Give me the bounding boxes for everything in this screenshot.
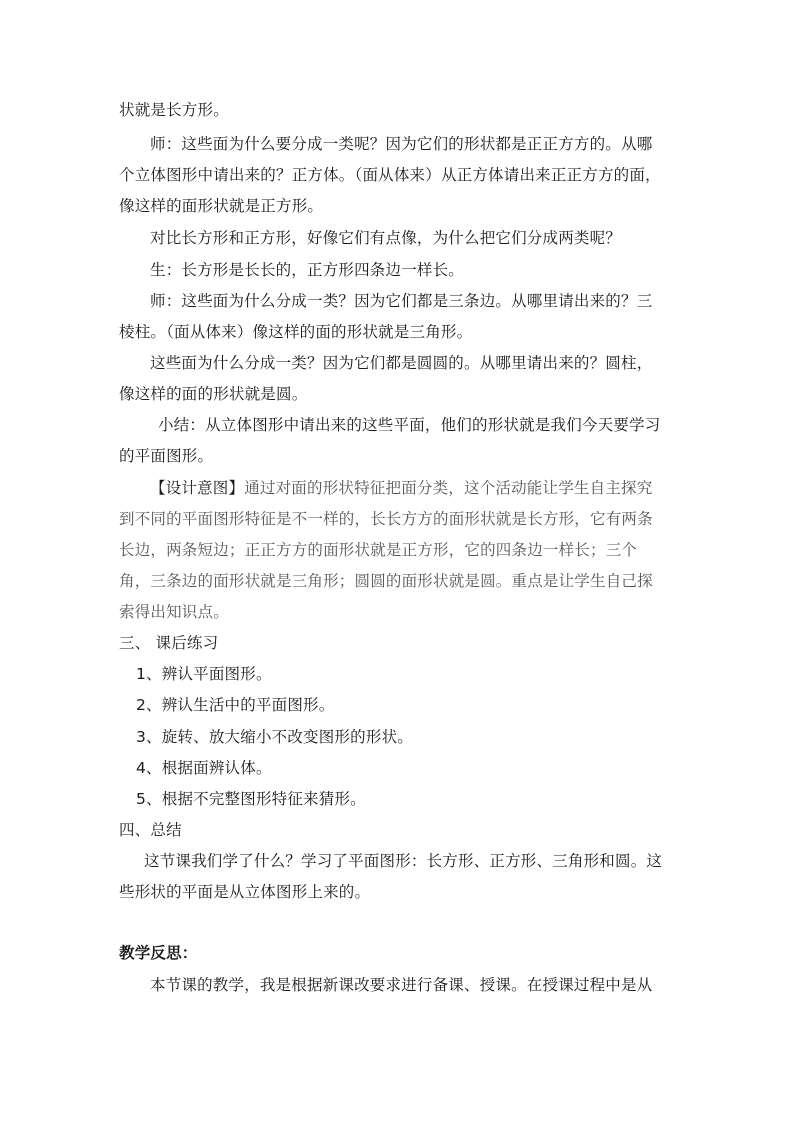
design-intent-text: 通过对面的形状特征把面分类，这个活动能让学生自主探究 xyxy=(244,479,653,497)
exercise-item: 4、根据面辨认体。 xyxy=(136,759,272,777)
design-intent-line: 索得出知识点。 xyxy=(119,603,229,621)
design-intent-label: 【设计意图】 xyxy=(150,479,245,497)
design-intent-line: 长边，两条短边；正正方方的面形状就是正方形，它的四条边一样长；三个 xyxy=(119,541,638,559)
paragraph-line: 个立体图形中请出来的？正方体。（面从体来）从正方体请出来正正方方的面， xyxy=(119,166,661,184)
design-intent-first-line xyxy=(150,478,652,498)
paragraph-line: 师：这些面为什么分成一类？因为它们都是三条边。从哪里请出来的？三 xyxy=(150,292,653,310)
design-intent-line: 到不同的平面图形特征是不一样的，长长方方的面形状就是长方形，它有两条 xyxy=(119,510,653,528)
section-heading-exercises: 三、 课后练习 xyxy=(119,634,219,652)
summary-paragraph-line: 这节课我们学了什么？学习了平面图形：长方形、正方形、三角形和圆。这 xyxy=(144,852,663,870)
paragraph-line: 对比长方形和正方形，好像它们有点像，为什么把它们分成两类呢？ xyxy=(150,229,622,247)
section-heading-summary: 四、总结 xyxy=(119,821,182,839)
paragraph-line: 像这样的面的形状就是圆。 xyxy=(119,385,308,403)
summary-line: 的平面图形。 xyxy=(119,447,214,465)
exercise-item: 3、旋转、放大缩小不改变图形的形状。 xyxy=(136,728,413,746)
paragraph-line: 这些面为什么分成一类？因为它们都是圆圆的。从哪里请出来的？圆柱， xyxy=(150,354,653,372)
exercise-item: 1、辨认平面图形。 xyxy=(136,665,272,683)
paragraph-line: 师：这些面为什么要分成一类呢？因为它们的形状都是正正方方的。从哪 xyxy=(150,135,653,153)
reflection-heading: 教学反思： xyxy=(119,944,198,962)
paragraph-line: 生：长方形是长长的，正方形四条边一样长。 xyxy=(150,261,465,279)
paragraph-line: 像这样的面形状就是正方形。 xyxy=(119,197,324,215)
paragraph-line: 状就是长方形。 xyxy=(119,101,229,119)
exercise-item: 2、辨认生活中的平面图形。 xyxy=(136,696,335,714)
summary-line: 小结：从立体图形中请出来的这些平面，他们的形状就是我们今天要学习 xyxy=(158,416,661,434)
reflection-line: 本节课的教学，我是根据新课改要求进行备课、授课。在授课过程中是从 xyxy=(150,976,653,994)
paragraph-line: 棱柱。（面从体来）像这样的面的形状就是三角形。 xyxy=(119,323,473,341)
exercise-item: 5、根据不完整图形特征来猜形。 xyxy=(136,790,366,808)
summary-paragraph-line: 些形状的平面是从立体图形上来的。 xyxy=(119,883,371,901)
design-intent-line: 角，三条边的面形状就是三角形；圆圆的面形状就是圆。重点是让学生自己探 xyxy=(119,572,653,590)
